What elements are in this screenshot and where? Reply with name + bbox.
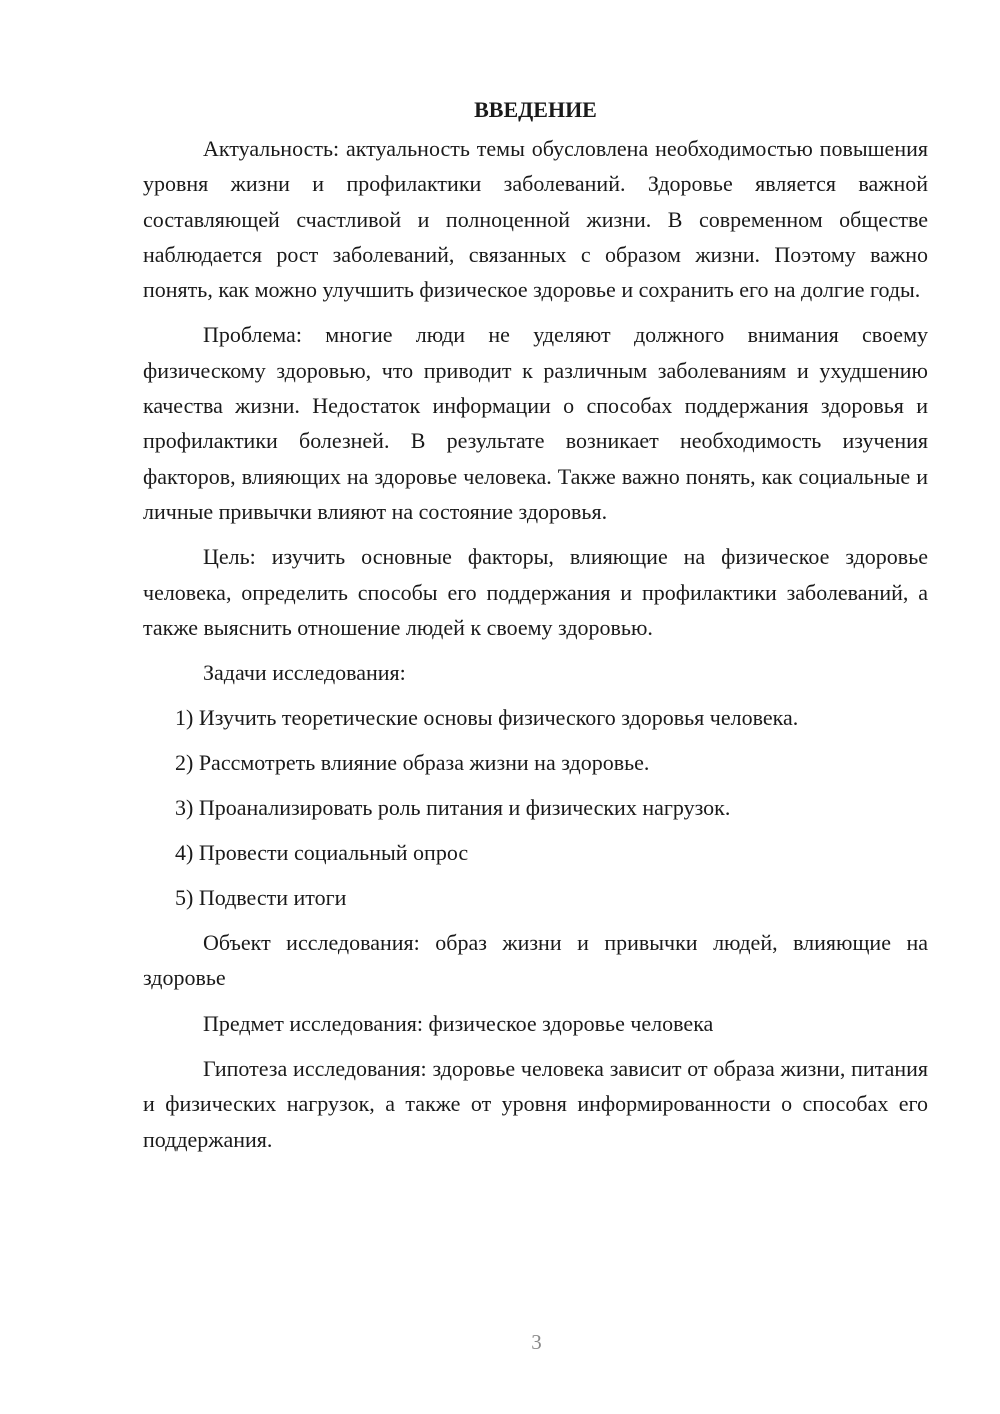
paragraph-hypothesis: Гипотеза исследования: здоровье человека зависит от образа жизни, питания и физических нагрузок, а также от уровня информированности о способах его поддержания. (143, 1056, 928, 1152)
task-item: 1) Изучить теоретические основы физического здоровья человека. (175, 705, 799, 731)
paragraph-object: Объект исследования: образ жизни и привычки людей, влияющие на здоровье (143, 930, 928, 991)
page-content (143, 92, 928, 1167)
page-number: 3 (531, 1330, 542, 1354)
tasks-heading: Задачи исследования: (203, 660, 406, 686)
paragraph-problem: Проблема: многие люди не уделяют должного внимания своему физическому здоровью, что приводит к различным заболеваниям и ухудшению качества жизни. Недостаток информации о способах поддержания здоровья и профилактики болезней. В результате возникает необходимость изучения факторов, влияющих на здоровье человека. Также важно понять, как социальные и личные привычки влияют на состояние здоровья. (143, 322, 928, 524)
page-title: ВВЕДЕНИЕ (474, 97, 597, 122)
task-item: 4) Провести социальный опрос (175, 840, 469, 866)
paragraph-relevance: Актуальность: актуальность темы обусловлена необходимостью повышения уровня жизни и профилактики заболеваний. Здоровье является важной составляющей счастливой и полноценной жизни. В современном обществе наблюдается рост заболеваний, связанных с образом жизни. Поэтому важно понять, как можно улучшить физическое здоровье и сохранить его на долгие годы. (143, 136, 928, 303)
task-item: 3) Проанализировать роль питания и физических нагрузок. (175, 795, 731, 821)
tasks-list (143, 700, 928, 915)
paragraph-goal: Цель: изучить основные факторы, влияющие на физическое здоровье человека, определить способы его поддержания и профилактики заболеваний, а также выяснить отношение людей к своему здоровью. (143, 544, 928, 640)
task-item: 2) Рассмотреть влияние образа жизни на здоровье. (175, 750, 650, 776)
task-item: 5) Подвести итоги (175, 885, 347, 911)
paragraph-subject: Предмет исследования: физическое здоровье человека (203, 1010, 714, 1036)
